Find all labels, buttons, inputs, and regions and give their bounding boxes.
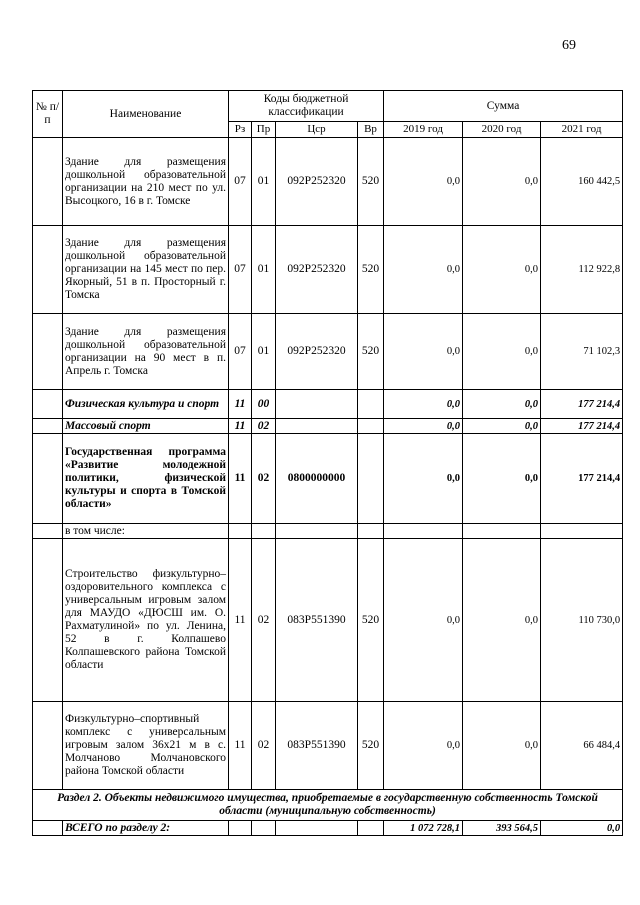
row-2021: 177 214,4: [541, 390, 623, 419]
row-pr: 01: [252, 314, 276, 390]
row-tsr: 083P551390: [276, 539, 358, 702]
row-rz: 11: [229, 702, 252, 790]
row-2019: 0,0: [384, 138, 463, 226]
row-name: в том числе:: [63, 524, 229, 539]
row-2019: 0,0: [384, 390, 463, 419]
section-title: Раздел 2. Объекты недвижимого имущества, приобретаемые в государственную собственность Томской области (муниципальную собственность): [33, 790, 623, 821]
row-2021: 66 484,4: [541, 702, 623, 790]
row-tsr: 0800000000: [276, 434, 358, 524]
header-name: Наименование: [63, 91, 229, 138]
table-row: [33, 138, 623, 226]
header-2020: 2020 год: [463, 122, 541, 138]
row-rz: 11: [229, 390, 252, 419]
table-row: [33, 524, 623, 539]
row-tsr: [276, 390, 358, 419]
row-pr: 02: [252, 434, 276, 524]
table-row: [33, 434, 623, 524]
row-pr: 01: [252, 226, 276, 314]
row-name: Здание для размещения дошкольной образовательной организации на 210 мест по ул. Высоцкого, 16 в г. Томске: [63, 138, 229, 226]
row-2020: 0,0: [463, 138, 541, 226]
row-vr: 520: [358, 539, 384, 702]
row-name: Физическая культура и спорт: [63, 390, 229, 419]
total-2019: 1 072 728,1: [384, 821, 463, 836]
row-name: Государственная программа «Развитие молодежной политики, физической культуры и спорта в Томской области»: [63, 434, 229, 524]
row-2020: 0,0: [463, 702, 541, 790]
table-row: [33, 539, 623, 702]
row-2019: 0,0: [384, 226, 463, 314]
row-2020: 0,0: [463, 314, 541, 390]
table-row: [33, 314, 623, 390]
row-name: Здание для размещения дошкольной образовательной организации на 90 мест в п. Апрель г. Томска: [63, 314, 229, 390]
row-rz: 11: [229, 434, 252, 524]
header-row: [33, 91, 623, 122]
total-2021: 0,0: [541, 821, 623, 836]
row-2019: 0,0: [384, 419, 463, 434]
table-row: [33, 702, 623, 790]
row-2021: 177 214,4: [541, 434, 623, 524]
total-2020: 393 564,5: [463, 821, 541, 836]
row-vr: [358, 390, 384, 419]
row-pr: 00: [252, 390, 276, 419]
row-tsr: 092P252320: [276, 314, 358, 390]
row-rz: 07: [229, 226, 252, 314]
row-2020: 0,0: [463, 434, 541, 524]
row-2021: 177 214,4: [541, 419, 623, 434]
table-row: [33, 419, 623, 434]
row-name: Строительство физкультурно–оздоровительного комплекса с универсальным игровым залом для МАУДО «ДЮСШ им. О. Рахматулиной» по ул. Ленина, 52 в г. Колпашево Колпашевского района Томской области: [63, 539, 229, 702]
row-name: Физкультурно–спортивный комплекс с универсальным игровым залом 36x21 м в с. Молчаново Молчановского района Томской области: [63, 702, 229, 790]
row-tsr: 092P252320: [276, 138, 358, 226]
page-number: 69: [562, 38, 576, 53]
row-pr: 01: [252, 138, 276, 226]
row-vr: 520: [358, 138, 384, 226]
header-rz: Рз: [229, 122, 252, 138]
header-vr: Вр: [358, 122, 384, 138]
row-name: Массовый спорт: [63, 419, 229, 434]
row-vr: 520: [358, 314, 384, 390]
row-2020: 0,0: [463, 539, 541, 702]
header-num: № п/п: [33, 91, 63, 138]
budget-table: [32, 90, 623, 836]
row-2019: 0,0: [384, 434, 463, 524]
row-2020: 0,0: [463, 226, 541, 314]
total-row: [33, 821, 623, 836]
header-sum: Сумма: [384, 91, 623, 122]
row-2020: 0,0: [463, 390, 541, 419]
row-2021: 71 102,3: [541, 314, 623, 390]
row-rz: 07: [229, 314, 252, 390]
row-vr: 520: [358, 702, 384, 790]
table-row: [33, 226, 623, 314]
header-2021: 2021 год: [541, 122, 623, 138]
row-rz: 11: [229, 539, 252, 702]
row-tsr: [276, 419, 358, 434]
row-tsr: 092P252320: [276, 226, 358, 314]
row-2021: 112 922,8: [541, 226, 623, 314]
section-row: [33, 790, 623, 821]
row-2019: 0,0: [384, 702, 463, 790]
row-2019: 0,0: [384, 539, 463, 702]
row-2021: 160 442,5: [541, 138, 623, 226]
row-2021: 110 730,0: [541, 539, 623, 702]
total-name: ВСЕГО по разделу 2:: [63, 821, 229, 836]
row-pr: 02: [252, 702, 276, 790]
row-rz: 07: [229, 138, 252, 226]
header-2019: 2019 год: [384, 122, 463, 138]
header-codes: Коды бюджетной классификации: [229, 91, 384, 122]
row-2019: 0,0: [384, 314, 463, 390]
row-name: Здание для размещения дошкольной образовательной организации на 145 мест по пер. Якорный, 51 в п. Просторный г. Томска: [63, 226, 229, 314]
row-2020: 0,0: [463, 419, 541, 434]
row-pr: 02: [252, 419, 276, 434]
row-vr: [358, 419, 384, 434]
row-tsr: 083P551390: [276, 702, 358, 790]
header-tsr: Цср: [276, 122, 358, 138]
row-vr: 520: [358, 226, 384, 314]
row-pr: 02: [252, 539, 276, 702]
row-vr: [358, 434, 384, 524]
header-pr: Пр: [252, 122, 276, 138]
row-rz: 11: [229, 419, 252, 434]
table-row: [33, 390, 623, 419]
